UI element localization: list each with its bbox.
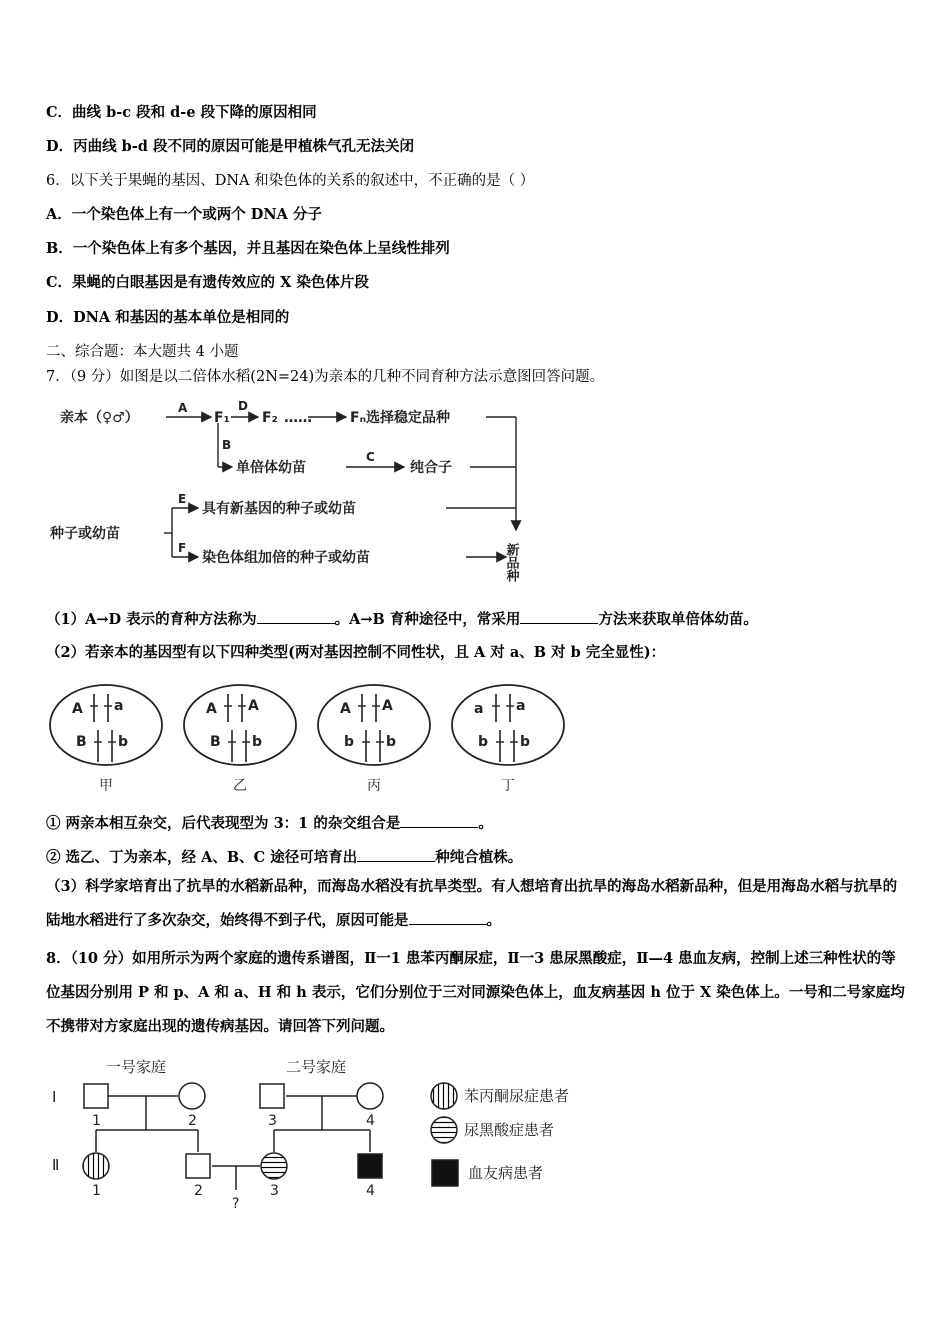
flow-f2: F₂ xyxy=(262,410,278,426)
I-2-female xyxy=(179,1083,205,1109)
flow-haploid: 单倍体幼苗 xyxy=(236,460,306,476)
legend-alkaptonuria-label: 尿黑酸症患者 xyxy=(464,1121,555,1139)
flow-newvariety: 新品种 xyxy=(503,543,519,582)
cell-甲 xyxy=(50,685,162,765)
pedigree-chart xyxy=(46,1050,606,1215)
gene-g3: B xyxy=(76,734,87,750)
blank-1[interactable] xyxy=(257,609,335,624)
flow-doubled: 染色体组加倍的种子或幼苗 xyxy=(202,550,370,566)
gene-g3: b xyxy=(344,734,355,750)
gene-g4: b xyxy=(118,734,129,750)
II-3-number: 3 xyxy=(270,1183,279,1199)
q5-option-d: D．丙曲线 b-d 段不同的原因可能是甲植株气孔无法关闭 xyxy=(46,138,414,155)
flow-label-c: C xyxy=(366,450,375,464)
cell-label: 甲 xyxy=(99,778,113,794)
q7-part3: （3）科学家培育出了抗旱的水稻新品种，而海岛水稻没有抗旱类型。有人想培育出抗旱的海岛水稻新品种，但是用海岛水稻与抗旱的陆地水稻进行了多次杂交，始终得不到子代，原因可能是 。 xyxy=(46,878,898,929)
gene-g2: A xyxy=(382,698,393,714)
family-1-label: 一号家庭 xyxy=(106,1058,167,1076)
I-4-female xyxy=(357,1083,383,1109)
gene-g1: A xyxy=(72,701,83,717)
cell-丙 xyxy=(318,685,430,765)
II-4-hemophilia-male xyxy=(358,1154,382,1178)
flow-label-a: A xyxy=(178,401,188,415)
q7-part1: （1）A→D 表示的育种方法称为 。A→B 育种途径中，常采用 方法来获取单倍体幼苗。 xyxy=(46,611,758,628)
gene-g4: b xyxy=(252,734,263,750)
flow-f1: F₁ xyxy=(214,410,230,426)
q7-sub2: ② 选乙、丁为亲本，经 A、B、C 途径可培育出 种纯合植株。 xyxy=(46,849,523,866)
section-heading: 二、综合题：本大题共 4 小题 xyxy=(46,344,239,360)
flow-label-d: D xyxy=(238,399,248,413)
genotype-cells xyxy=(46,680,586,795)
gene-g1: A xyxy=(340,701,351,717)
flow-label-e: E xyxy=(178,492,187,506)
blank-2[interactable] xyxy=(520,609,598,624)
I-1-number: 1 xyxy=(92,1113,101,1129)
gene-g3: B xyxy=(210,734,221,750)
cell-乙 xyxy=(184,685,296,765)
I-1-male xyxy=(84,1084,108,1108)
blank-3[interactable] xyxy=(400,813,478,828)
breeding-flow-diagram xyxy=(46,395,546,585)
legend-hemophilia-icon xyxy=(432,1160,458,1186)
II-1-pku-female xyxy=(83,1153,109,1179)
cell-丁 xyxy=(452,685,564,765)
family-2-label: 二号家庭 xyxy=(286,1058,347,1076)
II-2-number: 2 xyxy=(194,1183,203,1199)
II-1-number: 1 xyxy=(92,1183,101,1199)
cell-label: 丁 xyxy=(501,778,515,794)
q6-option-a: A．一个染色体上有一个或两个 DNA 分子 xyxy=(46,206,322,223)
cell-label: 乙 xyxy=(233,778,247,794)
flow-seed: 种子或幼苗 xyxy=(50,526,120,542)
II-3-alkaptonuria-female xyxy=(261,1153,287,1179)
gene-g1: A xyxy=(206,701,217,717)
legend-pku-icon xyxy=(431,1083,457,1109)
q7-sub1: ① 两亲本相互杂交，后代表现型为 3：1 的杂交组合是 。 xyxy=(46,815,493,832)
flow-parent: 亲本（♀♂） xyxy=(60,410,139,426)
legend-alkaptonuria-icon xyxy=(431,1117,457,1143)
II-4-number: 4 xyxy=(366,1183,375,1199)
I-2-number: 2 xyxy=(188,1113,197,1129)
generation-1: Ⅰ xyxy=(52,1088,57,1106)
q5-option-c: C．曲线 b-c 段和 d-e 段下降的原因相同 xyxy=(46,104,317,121)
flow-fn-select: Fₙ选择稳定品种 xyxy=(350,410,450,426)
I-3-number: 3 xyxy=(268,1113,277,1129)
q7-part2: （2）若亲本的基因型有以下四种类型(两对基因控制不同性状，且 A 对 a、B 对 b 完全显性)： xyxy=(46,644,666,661)
q7-stem: 7．（9 分）如图是以二倍体水稻(2N=24)为亲本的几种不同育种方法示意图回答问题。 xyxy=(46,369,605,385)
flow-label-f: F xyxy=(178,541,187,555)
I-4-number: 4 xyxy=(366,1113,375,1129)
II-2-male xyxy=(186,1154,210,1178)
q6-option-d: D．DNA 和基因的基本单位是相同的 xyxy=(46,309,290,326)
gene-g2: a xyxy=(516,698,526,714)
I-3-male xyxy=(260,1084,284,1108)
flow-newgene: 具有新基因的种子或幼苗 xyxy=(202,501,356,517)
legend-hemophilia-label: 血友病患者 xyxy=(468,1164,544,1182)
q8-stem: 8．（10 分）如用所示为两个家庭的遗传系谱图，Ⅱ一1 患苯丙酮尿症，Ⅱ一3 患尿黑酸症，Ⅱ—4 患血友病，控制上述三种性状的等位基因分别用 P 和 p、A 和 a、H 和 h 表示，它们分别位于三对同源染色体上，血友病基因 h 位于 X 染色体上。一号和二号家庭均不携带对方家庭出现的遗传病基因。请回答下列问题。 xyxy=(46,950,905,1035)
gene-g2: A xyxy=(248,698,259,714)
cell-label: 丙 xyxy=(367,778,381,794)
flow-label-b: B xyxy=(222,438,232,452)
gene-g4: b xyxy=(520,734,531,750)
offspring-unknown: ? xyxy=(232,1196,240,1212)
gene-g2: a xyxy=(114,698,124,714)
generation-2: Ⅱ xyxy=(52,1156,60,1174)
blank-5[interactable] xyxy=(409,910,487,925)
q6-option-c: C．果蝇的白眼基因是有遗传效应的 X 染色体片段 xyxy=(46,274,369,291)
gene-g4: b xyxy=(386,734,397,750)
gene-g3: b xyxy=(478,734,489,750)
flow-dots: …… xyxy=(284,410,312,426)
legend-pku-label: 苯丙酮尿症患者 xyxy=(464,1087,570,1105)
q6-stem: 6．以下关于果蝇的基因、DNA 和染色体的关系的叙述中，不正确的是（ ） xyxy=(46,173,535,189)
q6-option-b: B．一个染色体上有多个基因，并且基因在染色体上呈线性排列 xyxy=(46,240,450,257)
blank-4[interactable] xyxy=(357,847,435,862)
flow-homozygote: 纯合子 xyxy=(410,460,452,476)
gene-g1: a xyxy=(474,701,484,717)
